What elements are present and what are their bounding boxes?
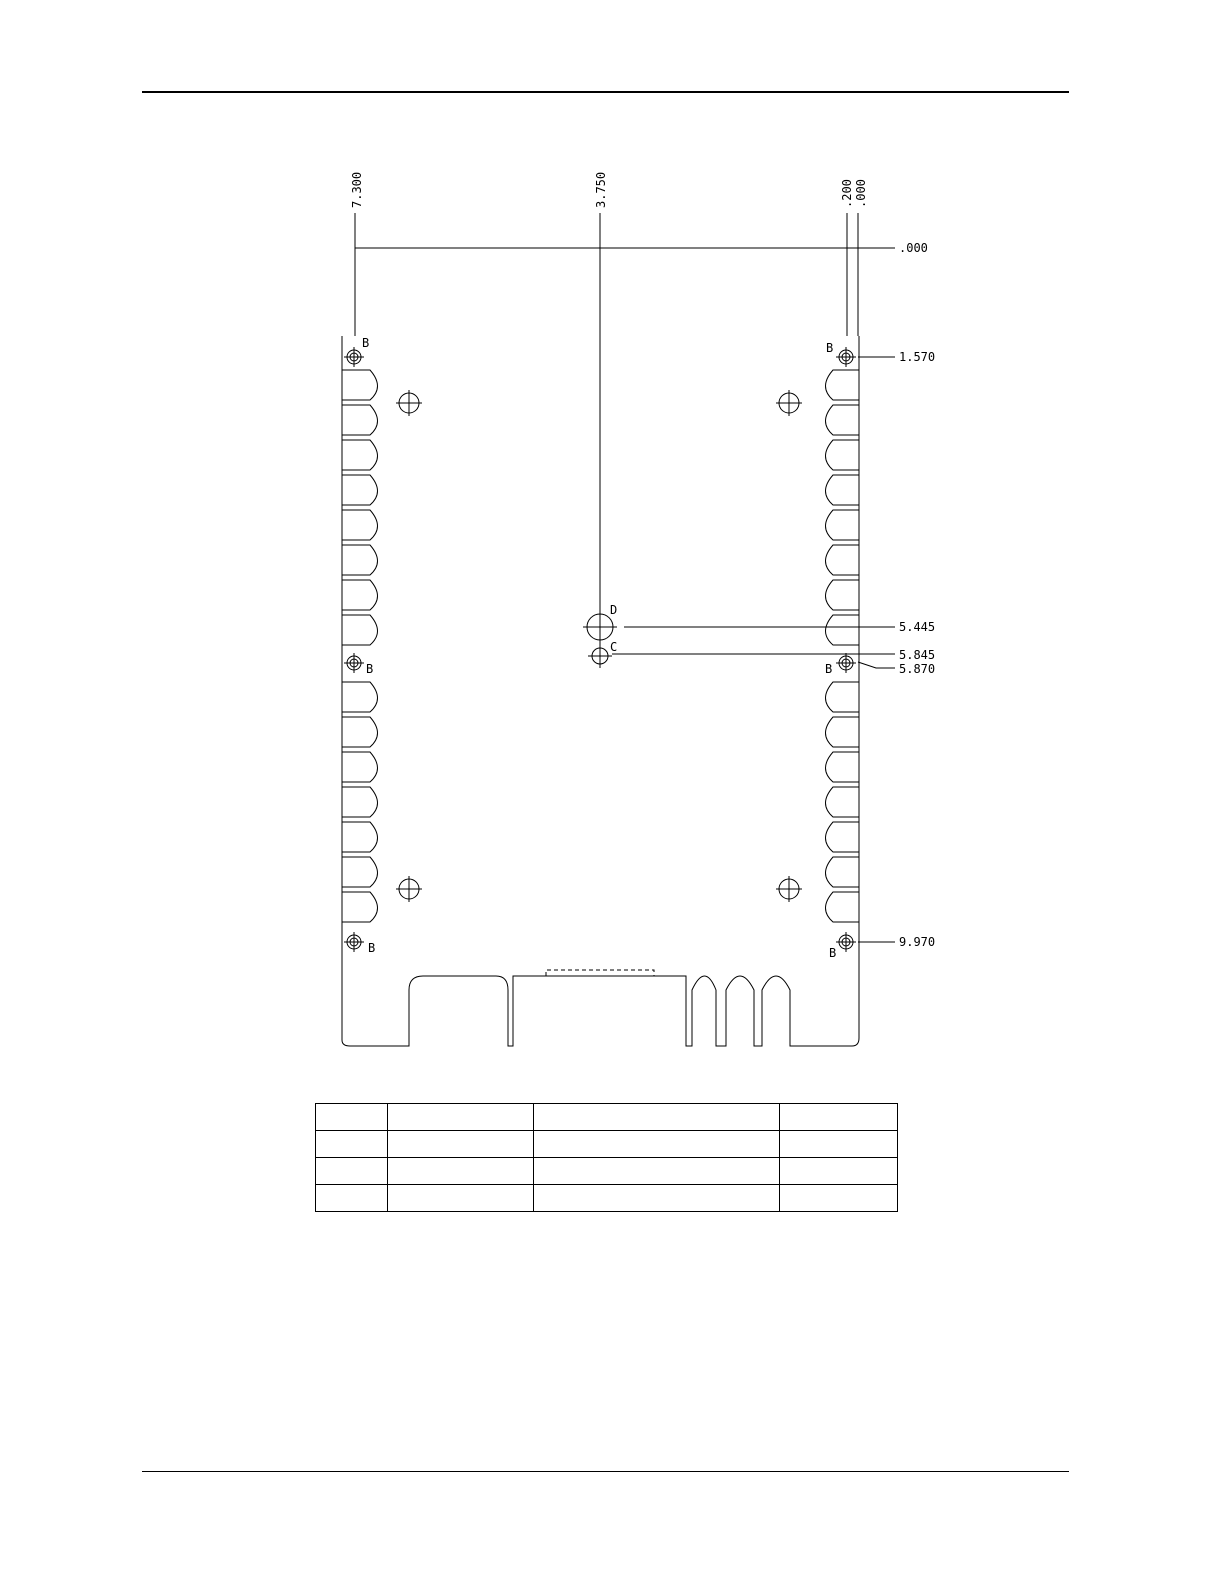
mounting-hole [396, 876, 422, 902]
plated-hole-b [836, 932, 856, 952]
left-castellation [342, 510, 378, 540]
table-cell [780, 1185, 898, 1212]
table-cell [316, 1131, 388, 1158]
y-dim-1570: 1.570 [899, 350, 936, 364]
right-castellation [826, 682, 860, 712]
right-castellation [826, 475, 860, 505]
table-cell [316, 1158, 388, 1185]
left-castellation [342, 892, 378, 922]
table-row [316, 1131, 898, 1158]
right-castellation [826, 370, 860, 400]
hole-label-c: C [610, 640, 618, 654]
left-castellation [342, 615, 378, 645]
y-dim-5845: 5.845 [899, 648, 936, 662]
table-cell [316, 1185, 388, 1212]
hole-label-b-4: B [825, 662, 833, 676]
right-castellation [826, 580, 860, 610]
left-castellation [342, 580, 378, 610]
left-castellation [342, 857, 378, 887]
right-castellation [826, 440, 860, 470]
right-castellation [826, 615, 860, 645]
right-castellation [826, 717, 860, 747]
hole-label-b-3: B [366, 662, 374, 676]
x-dim-7300: 7.300 [350, 171, 364, 208]
dim-line-y-5870 [858, 662, 895, 668]
table-cell [388, 1104, 534, 1131]
mounting-hole [396, 390, 422, 416]
plated-hole-b [344, 347, 364, 367]
mounting-hole [776, 876, 802, 902]
hole-label-d: D [610, 603, 618, 617]
table-cell [534, 1158, 780, 1185]
plated-hole-b [836, 347, 856, 367]
x-dim-200: .200 [840, 179, 854, 208]
table-cell [388, 1131, 534, 1158]
left-castellation [342, 787, 378, 817]
hole-label-b-2: B [826, 341, 834, 355]
y-dim-000: .000 [899, 241, 928, 255]
table-cell [780, 1104, 898, 1131]
left-castellation [342, 717, 378, 747]
table-cell [316, 1104, 388, 1131]
right-castellation [826, 752, 860, 782]
left-castellation [342, 405, 378, 435]
hole-label-b-1: B [362, 336, 370, 350]
table-cell [388, 1185, 534, 1212]
table-row [316, 1158, 898, 1185]
left-castellation [342, 545, 378, 575]
footer-rule [142, 1471, 1069, 1472]
x-dim-3750: 3.750 [594, 171, 608, 208]
left-castellation [342, 682, 378, 712]
table-cell [780, 1131, 898, 1158]
table-cell [534, 1104, 780, 1131]
left-castellation [342, 822, 378, 852]
left-castellation [342, 475, 378, 505]
spec-table [315, 1103, 898, 1212]
right-castellation [826, 545, 860, 575]
plated-hole-b [836, 653, 856, 673]
right-castellation [826, 822, 860, 852]
right-castellation [826, 857, 860, 887]
table-cell [534, 1185, 780, 1212]
hole-label-b-5: B [368, 941, 376, 955]
hole-label-b-6: B [829, 946, 837, 960]
connector-outline [546, 970, 654, 976]
left-castellation [342, 752, 378, 782]
table-cell [780, 1158, 898, 1185]
left-castellation [342, 440, 378, 470]
plated-hole-b [344, 653, 364, 673]
table-row [316, 1185, 898, 1212]
x-dim-000: .000 [854, 179, 868, 208]
table-row [316, 1104, 898, 1131]
plated-hole-b [344, 932, 364, 952]
y-dim-5445: 5.445 [899, 620, 936, 634]
right-castellation [826, 892, 860, 922]
table-cell [534, 1131, 780, 1158]
mounting-hole [776, 390, 802, 416]
y-dim-5870: 5.870 [899, 662, 936, 676]
center-hole-c [588, 644, 612, 668]
right-castellation [826, 787, 860, 817]
right-castellation [826, 510, 860, 540]
left-castellation [342, 370, 378, 400]
right-castellation [826, 405, 860, 435]
y-dim-9970: 9.970 [899, 935, 936, 949]
table-cell [388, 1158, 534, 1185]
dimension-lines [355, 213, 895, 942]
